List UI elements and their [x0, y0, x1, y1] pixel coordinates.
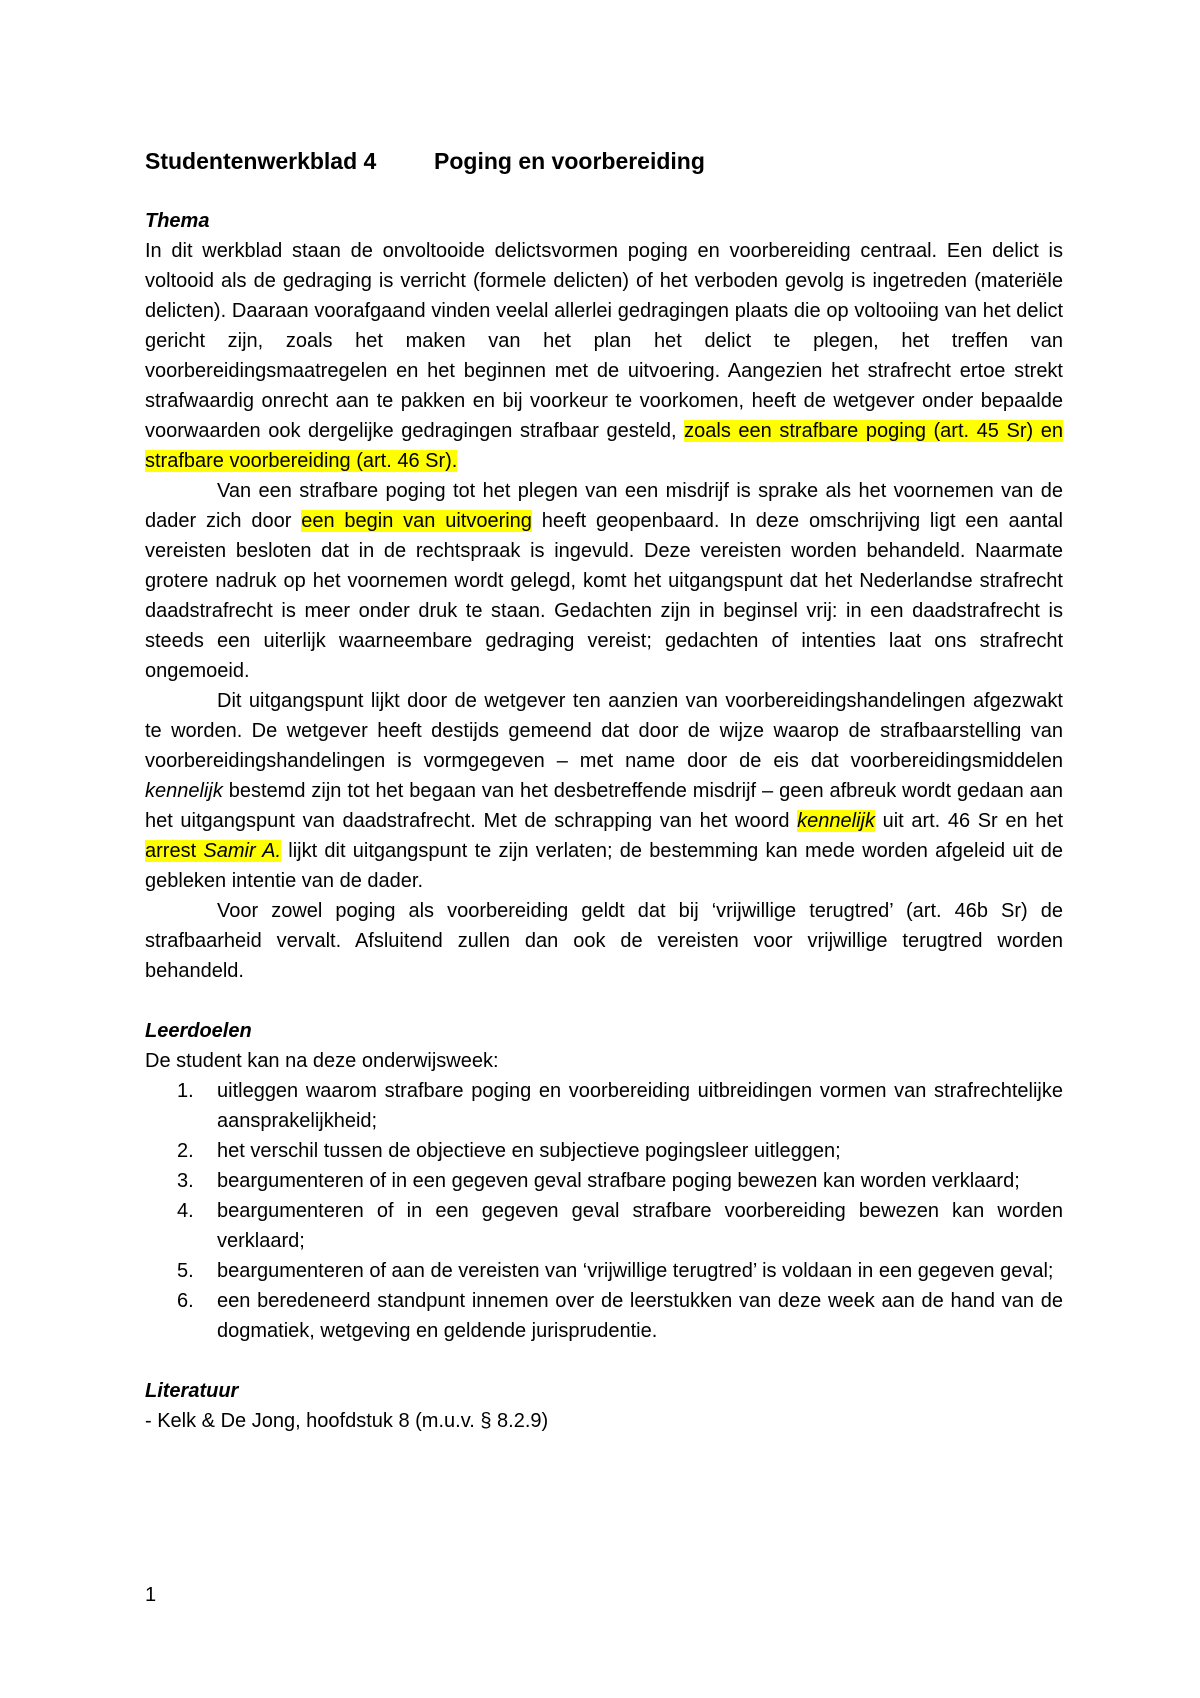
text-run: Dit uitgangspunt lijkt door de wetgever ten aanzien van voorbereidingshandelingen afgezwakt te worden. De wetgever heeft destijds gemeend dat door de wijze waarop de strafbaarstelling van voorbereidingshandelingen is vormgegeven – met name door de eis dat voorbereidingsmiddelen	[145, 690, 1063, 772]
spacer	[145, 1346, 1063, 1376]
highlighted-text: zoals een strafbare poging (art. 45 Sr) en strafbare voorbereiding (art. 46 Sr).	[145, 420, 1063, 472]
thema-heading: Thema	[145, 210, 210, 232]
highlighted-italic-text: Samir A.	[203, 840, 282, 862]
text-run: In dit werkblad staan de onvoltooide delictsvormen poging en voorbereiding centraal. Een delict is voltooid als de gedraging is verricht (formele delicten) of het verboden gevolg is ingetreden (materiële delicten). Daaraan voorafgaand vinden veelal allerlei gedragingen plaats die op voltooiing van het delict gericht zijn, zoals het maken van het plan het delict te plegen, het treffen van voorbereidingsmaatregelen en het beginnen met de uitvoering. Aangezien het strafrecht ertoe strekt strafwaardig onrecht aan te pakken en bij voorkeur te voorkomen, heeft de wetgever onder bepaalde voorwaarden ook dergelijke gedragingen strafbaar gesteld,	[145, 240, 1063, 442]
text-run: lijkt dit uitgangspunt te zijn verlaten; de bestemming kan mede worden afgeleid uit de gebleken intentie van de dader.	[145, 840, 1064, 892]
list-number: 4.	[177, 1200, 194, 1222]
thema-paragraph-3	[145, 686, 1063, 896]
list-number: 2.	[177, 1140, 194, 1162]
italic-text: kennelijk	[145, 780, 223, 802]
text-run: heeft geopenbaard. In deze omschrijving ligt een aantal vereisten besloten dat in de rechtspraak is ingevuld. Deze vereisten worden behandeld. Naarmate grotere nadruk op het voornemen wordt gelegd, komt het uitgangspunt dat het Nederlandse strafrecht daadstrafrecht is meer onder druk te staan. Gedachten zijn in beginsel vrij: in een daadstrafrecht is steeds een uiterlijk waarneembare gedraging vereist; gedachten of intenties laat ons strafrecht ongemoeid.	[145, 510, 1063, 682]
spacer	[145, 986, 1063, 1016]
thema-paragraph-4: Voor zowel poging als voorbereiding geldt dat bij ‘vrijwillige terugtred’ (art. 46b Sr) de strafbaarheid vervalt. Afsluitend zullen dan ook de vereisten voor vrijwillige terugtred worden behandeld.	[145, 900, 1063, 982]
list-number: 3.	[177, 1170, 194, 1192]
list-item-text: het verschil tussen de objectieve en subjectieve pogingsleer uitleggen;	[217, 1140, 841, 1162]
leerdoelen-intro: De student kan na deze onderwijsweek:	[145, 1050, 499, 1072]
document-body	[145, 146, 1063, 1436]
worksheet-label: Studentenwerkblad 4	[145, 148, 377, 174]
list-item-text: uitleggen waarom strafbare poging en voorbereiding uitbreidingen vormen van strafrechtelijke aansprakelijkheid;	[217, 1080, 1063, 1132]
worksheet-subject: Poging en voorbereiding	[434, 148, 705, 174]
list-item	[145, 1076, 1063, 1136]
list-item	[145, 1256, 1063, 1286]
highlighted-text: een begin van uitvoering	[301, 510, 532, 532]
list-item	[145, 1196, 1063, 1256]
list-item-text: beargumenteren of aan de vereisten van ‘vrijwillige terugtred’ is voldaan in een gegeven geval;	[217, 1260, 1054, 1282]
list-item-text: beargumenteren of in een gegeven geval strafbare poging bewezen kan worden verklaard;	[217, 1170, 1020, 1192]
list-item	[145, 1286, 1063, 1346]
leerdoelen-heading: Leerdoelen	[145, 1020, 252, 1042]
document-title	[145, 146, 1063, 176]
text-run: uit art. 46 Sr en het	[874, 810, 1063, 832]
highlighted-text: arrest	[145, 840, 204, 862]
list-number: 5.	[177, 1260, 194, 1282]
literatuur-heading: Literatuur	[145, 1380, 239, 1402]
thema-paragraph-1	[145, 236, 1063, 476]
literatuur-item: - Kelk & De Jong, hoofdstuk 8 (m.u.v. § 8.2.9)	[145, 1410, 549, 1432]
list-item-text: een beredeneerd standpunt innemen over de leerstukken van deze week aan de hand van de dogmatiek, wetgeving en geldende jurisprudentie.	[217, 1290, 1063, 1342]
list-number: 6.	[177, 1290, 194, 1312]
text-run: Van een strafbare poging tot het plegen van een misdrijf is sprake als het voornemen van de dader zich door	[145, 480, 1063, 532]
list-item-text: beargumenteren of in een gegeven geval strafbare voorbereiding bewezen kan worden verklaard;	[217, 1200, 1063, 1252]
thema-paragraph-2	[145, 476, 1063, 686]
list-item	[145, 1136, 1063, 1166]
page-number: 1	[145, 1584, 157, 1606]
text-run: bestemd zijn tot het begaan van het desbetreffende misdrijf – geen afbreuk wordt gedaan aan het uitgangspunt van daadstrafrecht. Met de schrapping van het woord	[145, 780, 1063, 832]
leerdoelen-list	[145, 1076, 1063, 1346]
list-number: 1.	[177, 1080, 194, 1102]
list-item	[145, 1166, 1063, 1196]
highlighted-italic-text: kennelijk	[797, 810, 875, 832]
